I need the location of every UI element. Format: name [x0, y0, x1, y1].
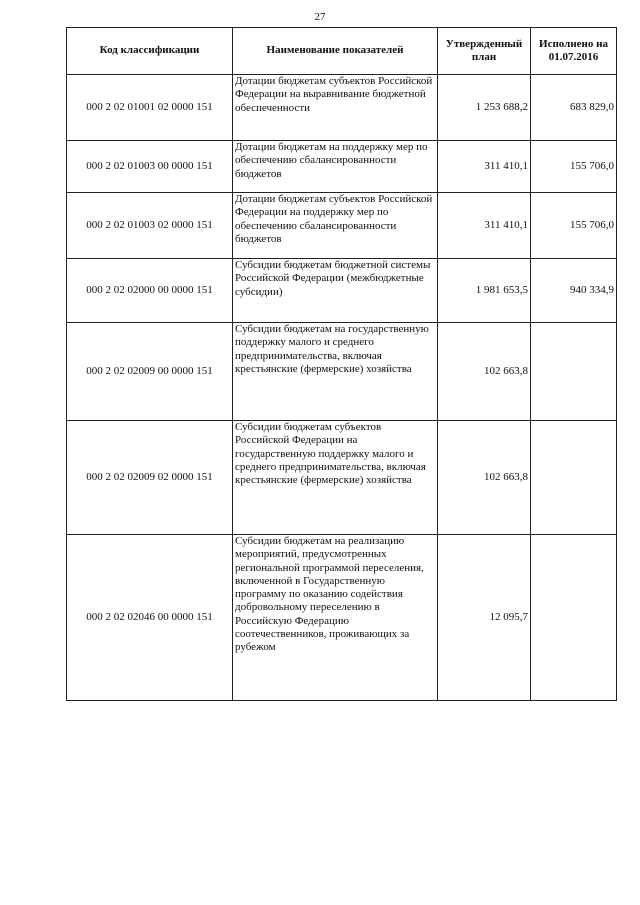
table-row [67, 141, 617, 193]
row-plan: 1 253 688,2 [438, 75, 531, 141]
row-name: Субсидии бюджетам субъектов Российской Федерации на государственную поддержку малого и среднего предпринимательства, включая крестьянские (фермерские) хозяйства [233, 421, 438, 535]
table-row [67, 421, 617, 535]
row-name: Субсидии бюджетам бюджетной системы Российской Федерации (межбюджетные субсидии) [233, 259, 438, 323]
row-executed: 683 829,0 [531, 75, 617, 141]
table-row [67, 535, 617, 701]
row-code: 000 2 02 01003 02 0000 151 [67, 193, 233, 259]
row-executed [531, 421, 617, 535]
row-executed: 155 706,0 [531, 193, 617, 259]
table-row [67, 323, 617, 421]
row-executed: 940 334,9 [531, 259, 617, 323]
table-header-row [67, 28, 617, 75]
header-executed: Исполнено на 01.07.2016 [531, 28, 617, 75]
table-row [67, 75, 617, 141]
row-plan: 12 095,7 [438, 535, 531, 701]
row-executed: 155 706,0 [531, 141, 617, 193]
row-name: Дотации бюджетам субъектов Российской Федерации на поддержку мер по обеспечению сбалансированности бюджетов [233, 193, 438, 259]
row-code: 000 2 02 01001 02 0000 151 [67, 75, 233, 141]
header-plan: Утвержденный план [438, 28, 531, 75]
row-code: 000 2 02 01003 00 0000 151 [67, 141, 233, 193]
row-plan: 311 410,1 [438, 193, 531, 259]
header-name: Наименование показателей [233, 28, 438, 75]
row-code: 000 2 02 02046 00 0000 151 [67, 535, 233, 701]
row-name: Дотации бюджетам субъектов Российской Федерации на выравнивание бюджетной обеспеченности [233, 75, 438, 141]
row-code: 000 2 02 02000 00 0000 151 [67, 259, 233, 323]
row-plan: 311 410,1 [438, 141, 531, 193]
row-executed [531, 535, 617, 701]
row-plan: 1 981 653,5 [438, 259, 531, 323]
row-name: Субсидии бюджетам на реализацию мероприятий, предусмотренных региональной программой переселения, включенной в Государственную программу по оказанию содействия добровольному переселению в Российскую Федерацию соотечественников, проживающих за рубежом [233, 535, 438, 701]
table-row [67, 259, 617, 323]
row-executed [531, 323, 617, 421]
row-name: Дотации бюджетам на поддержку мер по обеспечению сбалансированности бюджетов [233, 141, 438, 193]
row-code: 000 2 02 02009 00 0000 151 [67, 323, 233, 421]
budget-table [66, 27, 617, 701]
row-name: Субсидии бюджетам на государственную поддержку малого и среднего предпринимательства, включая крестьянские (фермерские) хозяйства [233, 323, 438, 421]
page-number: 27 [314, 11, 326, 23]
row-plan: 102 663,8 [438, 323, 531, 421]
row-code: 000 2 02 02009 02 0000 151 [67, 421, 233, 535]
header-code: Код классификации [67, 28, 233, 75]
table-row [67, 193, 617, 259]
row-plan: 102 663,8 [438, 421, 531, 535]
